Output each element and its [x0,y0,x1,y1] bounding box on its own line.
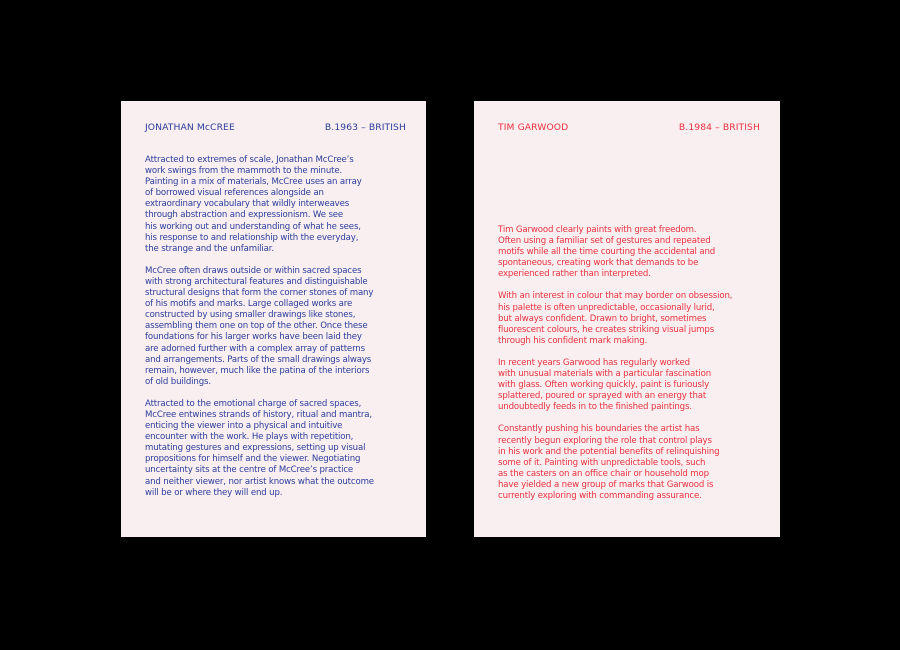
bio-paragraph: Tim Garwood clearly paints with great freedom. Often using a familiar set of gestures and repeated motifs while all the time courting the accidental and spontaneous, creating work that demands to be experienced rather than interpreted. [498,225,716,280]
artist-bio [498,225,764,502]
bio-paragraph: Attracted to the emotional charge of sacred spaces, McCree entwines strands of history, ritual and mantra, enticing the viewer into a physical and intuitive encounter with the work. He plays with repetition, mutating gestures and expressions, setting up visual propositions for himself and the viewer. Negotiating uncertainty sits at the centre of McCree’s practice and neither viewer, nor artist knows what the outcome will be or where they will end up. [145,398,374,498]
artist-card-garwood [474,101,780,537]
bio-paragraph: Attracted to extremes of scale, Jonathan McCree’s work swings from the mammoth to the minute. Painting in a mix of materials, McCree uses an array of borrowed visual references alongside an extraordinary vocabulary that wildly interweaves through abstraction and expressionism. We see his working out and understanding of what he sees, his response to and relationship with the everyday, the strange and the unfamiliar. [145,155,362,254]
artist-card-mccree [121,101,426,537]
bio-paragraph: McCree often draws outside or within sacred spaces with strong architectural features and distinguishable structural designs that form the corner stones of many of his motifs and marks. Large collaged works are constructed by using smaller drawings like stones, assembling them one on top of the other. Once these foundations for his larger works have been laid they are adorned further with a complex array of patterns and arrangements. Parts of the small drawings always remain, however, much like the patina of the interiors of old buildings. [145,265,374,387]
card-header [145,122,406,134]
artist-info: B.1963 – BRITISH [324,122,406,133]
artist-name: JONATHAN McCREE [145,122,235,133]
artist-info: B.1984 – BRITISH [678,122,760,133]
artist-bio [145,155,410,499]
card-header [498,122,760,134]
artist-name: TIM GARWOOD [498,122,569,133]
bio-paragraph: In recent years Garwood has regularly worked with unusual materials with a particular fascination with glass. Often working quickly, paint is furiously splattered, poured or sprayed with an energy that undoubtedly feeds in to the finished paintings. [498,357,712,413]
bio-paragraph: Constantly pushing his boundaries the artist has recently begun exploring the role that control plays in his work and the potential benefits of relinquishing some of it. Painting with unpredictable tools, such as the casters on an office chair or household mop have yielded a new group of marks that Garwood is currently exploring with commanding assurance. [498,424,720,501]
bio-paragraph: With an interest in colour that may border on obsession, his palette is often unpredictable, occasionally lurid, but always confident. Drawn to bright, sometimes fluorescent colours, he creates striking visual jumps through his confident mark making. [498,291,733,346]
